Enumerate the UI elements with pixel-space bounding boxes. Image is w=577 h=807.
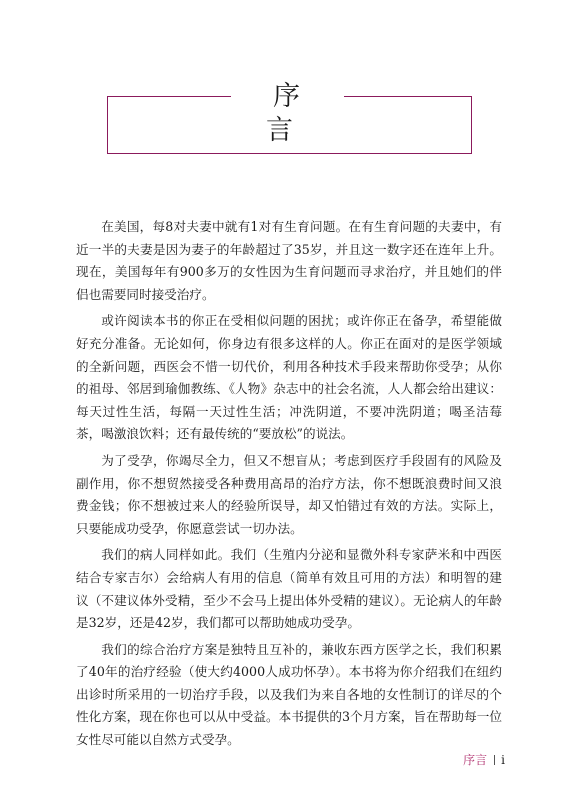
footer-divider <box>494 755 495 765</box>
paragraph-3: 为了受孕，你竭尽全力，但又不想盲从；考虑到医疗手段固有的风险及副作用，你不想贸然接受各种费用高昂的治疗方法，你不想既浪费时间又浪费金钱；你不想被过来人的经验所误导，却又怕错过有效的方法。实际上，只要能成功受孕，你愿意尝试一切办法。 <box>76 452 502 536</box>
paragraph-2: 或许阅读本书的你正在受相似问题的困扰；或许你正在备孕，希望能做好充分准备。无论如何，你身边有很多这样的人。你正在面对的是医学领域的全新问题，西医会不惜一切代价，利用各种技术手段来帮助你受孕；从你的祖母、邻居到瑜伽教练、《人物》杂志中的社会名流，人人都会给出建议：每天过性生活，每隔一天过性生活；冲洗阴道，不要冲洗阴道；喝圣洁莓茶，喝激浪饮料；还有最传统的“要放松”的说法。 <box>76 313 502 442</box>
title-rule-right <box>344 96 472 97</box>
page-title: 序 言 <box>266 81 316 146</box>
body-text <box>76 216 502 756</box>
page-number: i <box>501 753 505 767</box>
page-footer <box>463 752 505 768</box>
paragraph-5: 我们的综合治疗方案是独特且互补的，兼收东西方医学之长，我们积累了40年的治疗经验（使大约4000人成功怀孕）。本书将为你介绍我们在纽约出诊时所采用的一切治疗手段，以及我们为来自各地的女性制订的详尽的个性化方案，现在你也可以从中受益。本书提供的3个月方案，旨在帮助每一位女性尽可能以自然方式受孕。 <box>76 641 502 748</box>
title-rule-left <box>107 96 231 97</box>
footer-section-label: 序言 <box>463 753 488 767</box>
paragraph-4: 我们的病人同样如此。我们（生殖内分泌和显微外科专家萨米和中西医结合专家吉尔）会给病人有用的信息（简单有效且可用的方法）和明智的建议（不建议体外受精，至少不会马上提出体外受精的建议）。无论病人的年龄是32岁，还是42岁，我们都可以帮助她成功受孕。 <box>76 547 502 631</box>
paragraph-1: 在美国，每8对夫妻中就有1对有生育问题。在有生育问题的夫妻中，有近一半的夫妻是因为妻子的年龄超过了35岁，并且这一数字还在连年上升。现在，美国每年有900多万的女性因为生育问题而寻求治疗，并且她们的伴侣也需要同时接受治疗。 <box>76 219 502 302</box>
